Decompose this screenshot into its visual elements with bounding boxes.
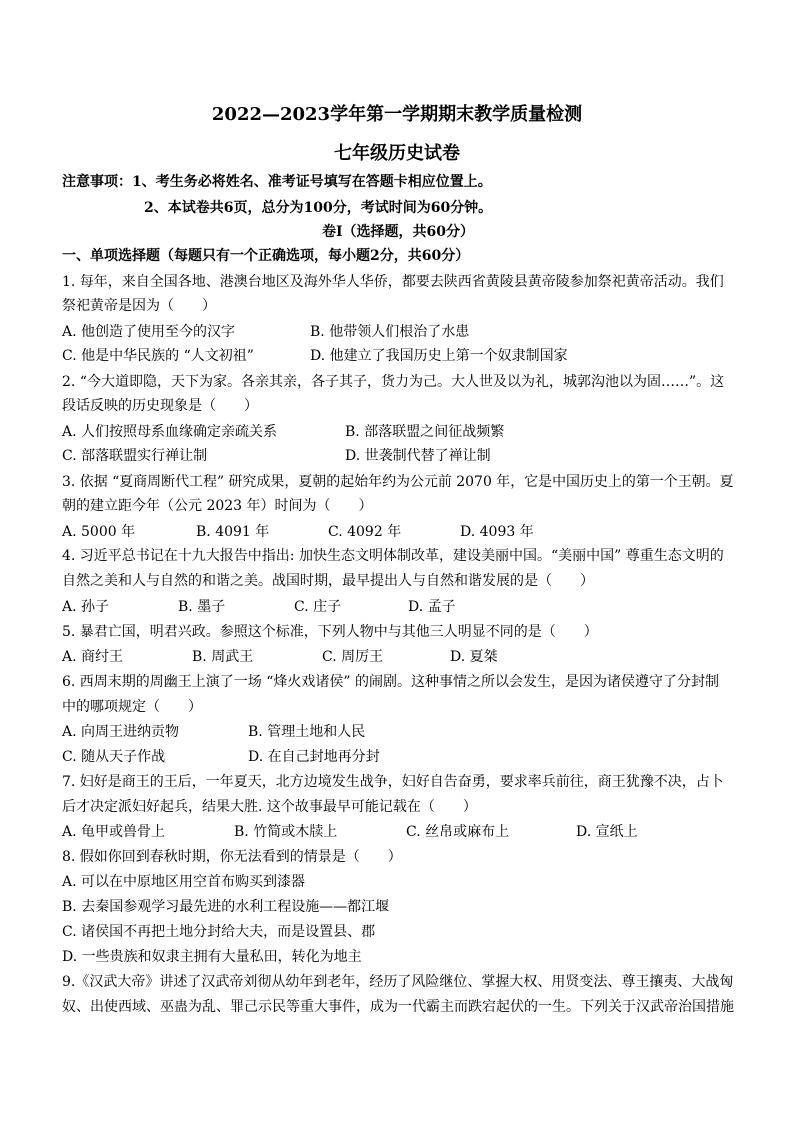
question-4-line-1: 4. 习近平总书记在十九大报告中指出: 加快生态文明体制改革，建设美丽中国。“美丽中国” 尊重生态文明的 bbox=[62, 548, 724, 564]
question-3-line-2: 朝的建立距今年（公元 2023 年）时间为（ ） bbox=[62, 498, 373, 514]
question-2-line-1: 2. “今大道即隐，天下为家。各亲其亲，各子其子，货力为己。大人世及以为礼，城郭沟池以为固……”。这 bbox=[62, 374, 725, 390]
question-3-option-b: B. 4091 年 bbox=[196, 524, 270, 540]
question-1-option-a: A. 他创造了使用至今的汉字 bbox=[62, 324, 236, 340]
question-4-option-a: A. 孙子 bbox=[62, 599, 110, 615]
question-4-option-b: B. 墨子 bbox=[178, 599, 226, 615]
question-6-line-1: 6. 西周末期的周幽王上演了一场 “烽火戏诸侯” 的闹剧。这种事情之所以会发生，是因为诸侯遵守了分封制 bbox=[62, 674, 720, 690]
question-3-option-d: D. 4093 年 bbox=[460, 524, 534, 540]
question-8-line-1: 8. 假如你回到春秋时期，你无法看到的情景是（ ） bbox=[62, 849, 402, 865]
volume-heading: 卷Ⅰ（选择题，共60分） bbox=[322, 224, 475, 240]
question-7-line-2: 后才决定派妇好起兵，结果大胜. 这个故事最早可能记载在（ ） bbox=[62, 799, 477, 815]
question-6-option-b: B. 管理土地和人民 bbox=[248, 724, 366, 740]
question-3-option-a: A. 5000 年 bbox=[62, 524, 136, 540]
question-1-line-1: 1. 每年，来自全国各地、港澳台地区及海外华人华侨，都要去陕西省黄陵县黄帝陵参加祭祀黄帝活动。我们 bbox=[62, 274, 724, 290]
question-4-option-d: D. 孟子 bbox=[408, 599, 456, 615]
question-6-line-2: 中的哪项规定（ ） bbox=[62, 699, 202, 715]
question-1-option-d: D. 他建立了我国历史上第一个奴隶制国家 bbox=[310, 348, 568, 364]
question-7-option-b: B. 竹简或木牍上 bbox=[234, 824, 338, 840]
section-heading: 一、单项选择题（每题只有一个正确选项，每小题2分，共60分） bbox=[62, 248, 470, 264]
question-5-option-d: D. 夏桀 bbox=[450, 649, 498, 665]
question-7-option-a: A. 龟甲或兽骨上 bbox=[62, 824, 166, 840]
question-8-option-a: A. 可以在中原地区用空首布购买到漆器 bbox=[62, 874, 306, 890]
question-3-line-1: 3. 依据 “夏商周断代工程” 研究成果，夏朝的起始年约为公元前 2070 年，它是中国历史上的第一个王朝。夏 bbox=[62, 474, 734, 490]
question-4-line-2: 自然之美和人与自然的和谐之美。战国时期，最早提出人与自然和谐发展的是（ ） bbox=[62, 573, 594, 589]
question-6-option-a: A. 向周王进纳贡物 bbox=[62, 724, 180, 740]
question-6-option-c: C. 随从天子作战 bbox=[62, 749, 166, 765]
question-6-option-d: D. 在自己封地再分封 bbox=[248, 749, 380, 765]
question-2-option-a: A. 人们按照母系血缘确定亲疏关系 bbox=[62, 424, 278, 440]
question-7-option-d: D. 宣纸上 bbox=[576, 824, 638, 840]
notice-line-1: 注意事项：1、考生务必将姓名、准考证号填写在答题卡相应位置上。 bbox=[62, 174, 492, 190]
question-1-line-2: 祭祀黄帝是因为（ ） bbox=[62, 298, 216, 314]
question-2-option-d: D. 世袭制代替了禅让制 bbox=[345, 448, 491, 464]
question-7-line-1: 7. 妇好是商王的王后，一年夏天，北方边境发生战争，妇好自告奋勇，要求率兵前往，商王犹豫不决，占卜 bbox=[62, 774, 724, 790]
question-2-option-c: C. 部落联盟实行禅让制 bbox=[62, 448, 208, 464]
question-2-line-2: 段话反映的历史现象是（ ） bbox=[62, 398, 258, 414]
question-3-option-c: C. 4092 年 bbox=[328, 524, 402, 540]
question-8-option-c: C. 诸侯国不再把土地分封给大夫，而是设置县、郡 bbox=[62, 924, 376, 940]
question-2-option-b: B. 部落联盟之间征战频繁 bbox=[345, 424, 505, 440]
question-9-line-2: 奴、出使西域、巫蛊为乱、罪己示民等重大事件，成为一代霸主而跌宕起伏的一生。下列关于汉武帝治国措施 bbox=[62, 999, 734, 1015]
exam-title: 2022—2023学年第一学期期末教学质量检测 bbox=[211, 104, 583, 125]
question-7-option-c: C. 丝帛或麻布上 bbox=[406, 824, 510, 840]
question-8-option-b: B. 去秦国参观学习最先进的水利工程设施——都江堰 bbox=[62, 899, 390, 915]
question-5-option-b: B. 周武王 bbox=[192, 649, 254, 665]
notice-line-2: 2、本试卷共6页，总分为100分，考试时间为60分钟。 bbox=[144, 200, 493, 216]
question-5-option-a: A. 商纣王 bbox=[62, 649, 124, 665]
question-5-line-1: 5. 暴君亡国，明君兴政。参照这个标准，下列人物中与其他三人明显不同的是（ ） bbox=[62, 624, 598, 640]
question-4-option-c: C. 庄子 bbox=[294, 599, 342, 615]
question-1-option-c: C. 他是中华民族的 “人文初祖” bbox=[62, 348, 254, 364]
question-8-option-d: D. 一些贵族和奴隶主拥有大量私田，转化为地主 bbox=[62, 949, 362, 965]
question-5-option-c: C. 周厉王 bbox=[322, 649, 384, 665]
exam-subtitle: 七年级历史试卷 bbox=[334, 143, 460, 164]
question-1-option-b: B. 他带领人们根治了水患 bbox=[310, 324, 470, 340]
question-9-line-1: 9.《汉武大帝》讲述了汉武帝刘彻从幼年到老年，经历了风险继位、掌握大权、用贤变法、尊王攘夷、大战匈 bbox=[62, 974, 734, 990]
